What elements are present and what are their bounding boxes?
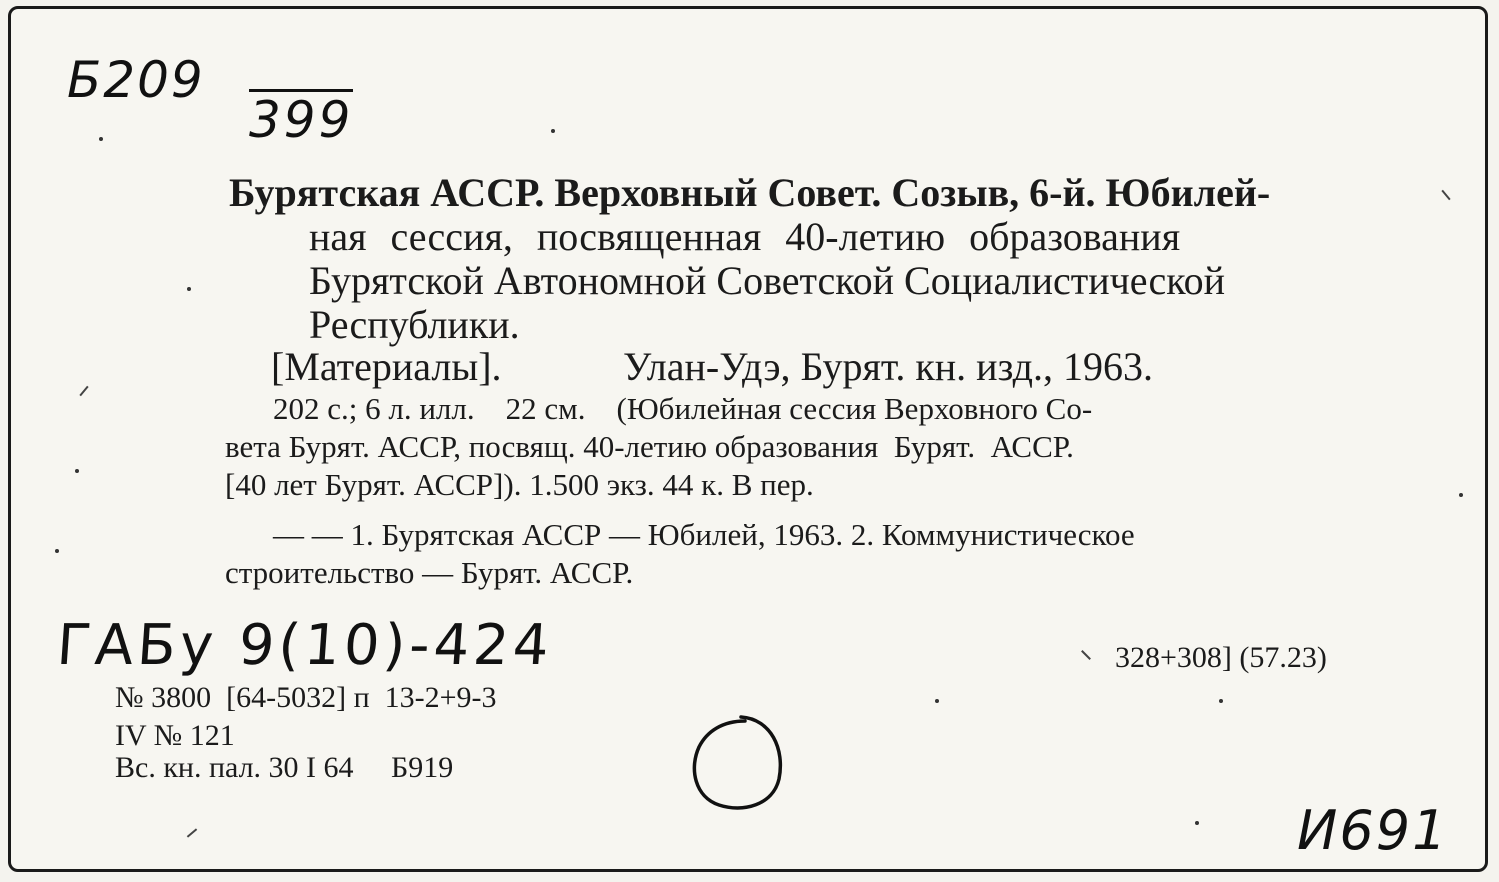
classification-index: 328+308] (57.23) [1115, 641, 1327, 674]
entry-subjects-line-1: — — 1. Бурятская АССР — Юбилей, 1963. 2. Коммунистическое [273, 517, 1135, 552]
entry-imprint-materials: [Материалы]. [271, 344, 502, 389]
scan-mark [1081, 650, 1091, 660]
handwritten-call-number-sub: 399 [249, 91, 354, 149]
book-chamber-line: Вс. кн. пал. 30 I 64 Б919 [115, 751, 454, 784]
handwritten-archive-code: ГАБу 9(10)-424 [54, 613, 555, 678]
print-run: IV № 121 [115, 719, 235, 752]
scan-mark [1441, 190, 1450, 200]
scan-speck [1459, 493, 1463, 497]
entry-subjects-line-2: строительство — Бурят. АССР. [225, 555, 634, 590]
scan-speck [55, 549, 59, 553]
order-number: № 3800 [64-5032] п 13-2+9-3 [115, 681, 497, 714]
scan-mark [187, 828, 197, 837]
scan-speck [1195, 821, 1199, 825]
scan-speck [99, 137, 103, 141]
hand-drawn-circle [683, 709, 793, 819]
entry-collation-line-1: 202 с.; 6 л. илл. 22 см. (Юбилейная сессия Верховного Со- [273, 391, 1093, 426]
entry-heading-line-1: Бурятская АССР. Верховный Совет. Созыв, 6-й. Юбилей- [229, 170, 1271, 215]
scan-mark [79, 386, 88, 396]
entry-imprint-publisher: Улан-Удэ, Бурят. кн. изд., 1963. [623, 344, 1153, 389]
scan-speck [935, 699, 939, 703]
scan-speck [187, 287, 191, 291]
scan-speck [1219, 699, 1223, 703]
catalog-card [8, 6, 1488, 872]
entry-collation-line-2: вета Бурят. АССР, посвящ. 40-летию образования Бурят. АССР. [225, 429, 1074, 464]
entry-heading-line-3: Бурятской Автономной Советской Социалистической [309, 258, 1226, 303]
scan-speck [551, 129, 555, 133]
scan-speck [75, 469, 79, 473]
handwritten-inventory-number: И691 [1297, 799, 1449, 862]
entry-heading-line-2: ная сессия, посвященная 40-летию образования [309, 214, 1181, 259]
entry-heading-line-4: Республики. [309, 302, 520, 347]
handwritten-call-number: Б209 [67, 51, 205, 109]
entry-collation-line-3: [40 лет Бурят. АССР]). 1.500 экз. 44 к. В пер. [225, 467, 814, 502]
